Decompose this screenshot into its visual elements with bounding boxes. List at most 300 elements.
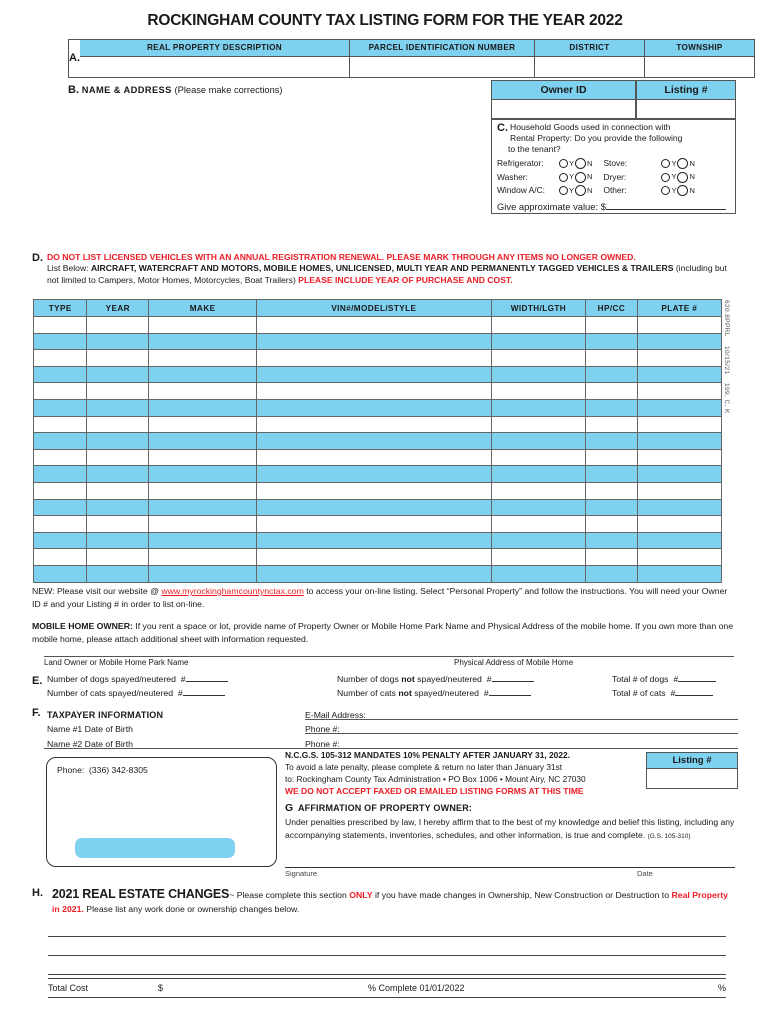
- vehicle-cell-plate[interactable]: [637, 333, 721, 350]
- section-h-label: H.: [32, 887, 43, 899]
- label-physical-address: Physical Address of Mobile Home: [454, 658, 574, 667]
- vehicle-cell-hp-cc[interactable]: [586, 399, 637, 416]
- vehicle-cell-year[interactable]: [87, 532, 149, 549]
- input-cats-not-spayed[interactable]: [489, 695, 531, 696]
- list-below-prefix: List Below:: [47, 263, 91, 274]
- ncgs-fax-email-warning: WE DO NOT ACCEPT FAXED OR EMAILED LISTING FORMS AT THIS TIME: [285, 786, 584, 797]
- table-row: [34, 449, 722, 466]
- ncgs-line1: N.C.G.S. 105-312 MANDATES 10% PENALTY AFTER JANUARY 31, 2022.: [285, 750, 570, 760]
- vehicle-cell-make[interactable]: [149, 516, 257, 533]
- label-cats-not-spayed-pre: Number of cats: [337, 688, 399, 698]
- washer-yesno[interactable]: [559, 172, 593, 183]
- total-dogs-group: [612, 674, 732, 684]
- label-email-address: E-Mail Address:: [305, 709, 366, 720]
- vehicle-cell-plate[interactable]: [637, 549, 721, 566]
- phone-number: (336) 342-8305: [89, 765, 148, 775]
- table-row: [34, 399, 722, 416]
- vehicle-cell-type[interactable]: [34, 383, 87, 400]
- option-row-windowac-other: [497, 184, 730, 198]
- table-row: [34, 466, 722, 483]
- dryer-yesno[interactable]: [661, 172, 695, 183]
- label-signature: Signature: [285, 869, 318, 878]
- vehicle-cell-year[interactable]: [87, 433, 149, 450]
- approximate-value-input[interactable]: [606, 209, 726, 210]
- vehicle-cell-width-lgth[interactable]: [491, 416, 586, 433]
- page-title: ROCKINGHAM COUNTY TAX LISTING FORM FOR THE YEAR 2022: [147, 12, 623, 29]
- signature-line[interactable]: [285, 867, 735, 868]
- label-land-owner: Land Owner or Mobile Home Park Name: [44, 658, 189, 667]
- phone1-input-line[interactable]: [305, 733, 738, 734]
- vehicle-cell-year[interactable]: [87, 516, 149, 533]
- taxpayer-row-dob2: [32, 734, 738, 749]
- vehicle-cell-make[interactable]: [149, 532, 257, 549]
- radio-stove-no[interactable]: [677, 158, 688, 169]
- radio-window-ac-no[interactable]: [575, 185, 586, 196]
- section-f-bottom-divider: [44, 748, 734, 749]
- section-b-heading: NAME & ADDRESS: [81, 85, 172, 95]
- radio-washer-no[interactable]: [575, 172, 586, 183]
- vehicle-cell-plate[interactable]: [637, 399, 721, 416]
- vehicle-cell-plate[interactable]: [637, 499, 721, 516]
- emphasis-not: not: [401, 674, 415, 684]
- section-h-blank-lines: [48, 918, 726, 975]
- radio-window-ac-yes[interactable]: [559, 186, 568, 195]
- vehicle-cell-hp-cc[interactable]: [586, 549, 637, 566]
- refrigerator-yesno[interactable]: [559, 158, 593, 169]
- owner-id-listing-box: [491, 80, 736, 120]
- field-parcel-identification-number[interactable]: [350, 56, 535, 78]
- website-link[interactable]: www.myrockinghamcountynctax.com: [161, 586, 304, 596]
- vehicle-cell-width-lgth[interactable]: [491, 482, 586, 499]
- label-dogs-spayed: Number of dogs spayed/neutered: [47, 674, 176, 684]
- vehicle-cell-vin-model-style[interactable]: [257, 532, 491, 549]
- vehicle-cell-width-lgth[interactable]: [491, 366, 586, 383]
- total-cats-group: [612, 688, 732, 698]
- label-washer: Washer:: [497, 171, 528, 182]
- side-code-3: 199, C, K: [723, 383, 730, 415]
- listing-number-box-secondary: [646, 752, 738, 789]
- listing-number-header-2: Listing #: [646, 752, 738, 769]
- vehicle-cell-vin-model-style[interactable]: [257, 482, 491, 499]
- table-row: [34, 565, 722, 582]
- vehicle-cell-make[interactable]: [149, 449, 257, 466]
- vehicle-cell-width-lgth[interactable]: [491, 549, 586, 566]
- vehicle-cell-make[interactable]: [149, 399, 257, 416]
- vehicle-cell-width-lgth[interactable]: [491, 399, 586, 416]
- cats-not-spayed-group: [337, 688, 612, 698]
- vehicle-cell-width-lgth[interactable]: [491, 433, 586, 450]
- vehicle-cell-type[interactable]: [34, 499, 87, 516]
- field-real-property-description[interactable]: [80, 56, 350, 78]
- vehicle-cell-make[interactable]: [149, 499, 257, 516]
- barcode-placeholder: [75, 838, 235, 858]
- col-year: YEAR: [87, 300, 149, 317]
- input-total-cats[interactable]: [675, 695, 713, 696]
- vehicle-cell-make[interactable]: [149, 433, 257, 450]
- vehicle-cell-make[interactable]: [149, 350, 257, 367]
- section-h-text2: if you have made changes in Ownership, New Construction or Destruction to: [372, 890, 672, 900]
- phone1-field-group[interactable]: [305, 724, 738, 734]
- table-row: [34, 333, 722, 350]
- vehicle-cell-hp-cc[interactable]: [586, 449, 637, 466]
- vehicle-cell-vin-model-style[interactable]: [257, 433, 491, 450]
- label-total-cost: Total Cost: [48, 983, 89, 993]
- vehicle-cell-year[interactable]: [87, 383, 149, 400]
- vehicle-cell-type[interactable]: [34, 366, 87, 383]
- dogs-not-spayed-group: [337, 674, 612, 684]
- taxpayer-row-dob1: [32, 720, 738, 735]
- radio-stove-yes[interactable]: [661, 159, 670, 168]
- hash-symbol: #: [483, 688, 489, 698]
- vehicle-cell-make[interactable]: [149, 317, 257, 334]
- label-other: Other:: [603, 185, 627, 196]
- field-district[interactable]: [535, 56, 645, 78]
- vehicle-cell-type[interactable]: [34, 350, 87, 367]
- radio-dryer-yes[interactable]: [661, 173, 670, 182]
- vehicle-cell-width-lgth[interactable]: [491, 350, 586, 367]
- vehicle-cell-hp-cc[interactable]: [586, 433, 637, 450]
- table-row: [34, 549, 722, 566]
- label-phone1: Phone #:: [305, 724, 340, 734]
- radio-washer-yes[interactable]: [559, 173, 568, 182]
- table-row: [34, 350, 722, 367]
- vehicle-cell-vin-model-style[interactable]: [257, 466, 491, 483]
- vehicle-cell-hp-cc[interactable]: [586, 565, 637, 582]
- section-f-taxpayer-information: [32, 705, 738, 749]
- vehicle-cell-width-lgth[interactable]: [491, 333, 586, 350]
- vehicle-cell-vin-model-style[interactable]: [257, 549, 491, 566]
- section-h-only-emphasis: ONLY: [349, 890, 373, 900]
- radio-refrigerator-yes[interactable]: [559, 159, 568, 168]
- radio-other-no[interactable]: [677, 185, 688, 196]
- section-f-label: F.: [32, 707, 41, 719]
- vehicle-cell-type[interactable]: [34, 466, 87, 483]
- section-d-instructions: [32, 252, 738, 286]
- vehicle-cell-make[interactable]: [149, 416, 257, 433]
- vehicle-cell-type[interactable]: [34, 482, 87, 499]
- vehicle-cell-year[interactable]: [87, 366, 149, 383]
- list-below-items: AIRCRAFT, WATERCRAFT AND MOTORS, MOBILE HOMES, UNLICENSED, MULTI YEAR AND PERMANENTLY TAGGED VEHICLES & TRAILERS: [90, 263, 674, 274]
- vehicle-cell-make[interactable]: [149, 366, 257, 383]
- label-dogs-not-spayed-pre: Number of dogs: [337, 674, 402, 684]
- no-label: N: [587, 172, 593, 182]
- table-row: [34, 499, 722, 516]
- approximate-value-label: Give approximate value: $: [497, 200, 606, 212]
- section-f-title: TAXPAYER INFORMATION: [47, 709, 164, 720]
- table-row: [34, 366, 722, 383]
- vehicle-cell-type[interactable]: [34, 433, 87, 450]
- vehicle-cell-vin-model-style[interactable]: [257, 366, 491, 383]
- col-width-lgth: WIDTH/LGTH: [491, 300, 586, 317]
- section-c-question-line1: Household Goods used in connection with: [510, 122, 671, 132]
- vehicle-cell-hp-cc[interactable]: [586, 366, 637, 383]
- mobile-home-heading: MOBILE HOME OWNER:: [32, 621, 133, 631]
- window-ac-yesno[interactable]: [559, 185, 593, 196]
- section-d-label: D.: [32, 252, 43, 264]
- email-input-line[interactable]: [305, 719, 738, 720]
- vehicle-cell-plate[interactable]: [637, 516, 721, 533]
- vehicle-cell-plate[interactable]: [637, 383, 721, 400]
- input-cats-spayed[interactable]: [183, 695, 225, 696]
- vehicle-cell-plate[interactable]: [637, 350, 721, 367]
- vehicle-cell-type[interactable]: [34, 516, 87, 533]
- vehicle-cell-vin-model-style[interactable]: [257, 516, 491, 533]
- table-row: [34, 532, 722, 549]
- section-g-body: [285, 816, 735, 841]
- vehicle-cell-year[interactable]: [87, 333, 149, 350]
- vehicle-cell-vin-model-style[interactable]: [257, 399, 491, 416]
- vehicle-cell-vin-model-style[interactable]: [257, 565, 491, 582]
- vehicle-cell-width-lgth[interactable]: [491, 383, 586, 400]
- vehicle-cell-hp-cc[interactable]: [586, 499, 637, 516]
- table-row: [34, 516, 722, 533]
- no-label: N: [689, 172, 695, 182]
- label-phone2: Phone #:: [305, 738, 340, 749]
- vehicle-cell-hp-cc[interactable]: [586, 532, 637, 549]
- side-code-2: 10/15/21: [723, 345, 730, 375]
- hash-symbol: #: [177, 688, 183, 698]
- vehicle-cell-make[interactable]: [149, 466, 257, 483]
- label-total-cats: Total # of cats: [612, 688, 666, 698]
- vehicle-cell-plate[interactable]: [637, 416, 721, 433]
- section-d-list-line: [47, 263, 738, 286]
- vehicle-cell-year[interactable]: [87, 466, 149, 483]
- radio-other-yes[interactable]: [661, 186, 670, 195]
- owner-id-header: Owner ID: [491, 80, 636, 100]
- col-real-property-description: REAL PROPERTY DESCRIPTION: [80, 39, 350, 56]
- email-field-group[interactable]: [305, 710, 738, 720]
- section-c-household-goods: [491, 118, 736, 214]
- vehicle-cell-vin-model-style[interactable]: [257, 333, 491, 350]
- vehicle-listing-table: [33, 299, 722, 583]
- section-h-text1: Please complete this section: [234, 890, 350, 900]
- notice-prefix: NEW: Please visit our website @: [32, 586, 162, 596]
- hash-symbol: #: [673, 674, 679, 684]
- vehicle-table-header-row: [34, 300, 722, 317]
- vehicle-cell-type[interactable]: [34, 416, 87, 433]
- vehicle-cell-type[interactable]: [34, 565, 87, 582]
- no-label: N: [587, 185, 593, 195]
- radio-refrigerator-no[interactable]: [575, 158, 586, 169]
- section-c-label: C.: [497, 122, 508, 134]
- vehicle-cell-year[interactable]: [87, 549, 149, 566]
- vehicle-cell-hp-cc[interactable]: [586, 466, 637, 483]
- ncgs-penalty-notice: [285, 750, 640, 798]
- taxpayer-row-email: [32, 705, 738, 720]
- vehicle-cell-hp-cc[interactable]: [586, 516, 637, 533]
- total-cost-dollar-field[interactable]: $: [158, 983, 164, 993]
- vehicle-cell-type[interactable]: [34, 333, 87, 350]
- section-a-property-table: [68, 39, 740, 78]
- vehicle-cell-plate[interactable]: [637, 466, 721, 483]
- section-c-question-line3: to the tenant?: [508, 144, 561, 154]
- vehicle-cell-year[interactable]: [87, 482, 149, 499]
- label-window-ac: Window A/C:: [497, 185, 545, 196]
- label-percent-complete: % Complete 01/01/2022: [368, 983, 465, 993]
- affirmation-citation: (G.S. 105-310): [647, 832, 691, 840]
- vehicle-cell-hp-cc[interactable]: [586, 317, 637, 334]
- other-yesno[interactable]: [661, 185, 695, 196]
- vehicle-cell-type[interactable]: [34, 549, 87, 566]
- vehicle-cell-vin-model-style[interactable]: [257, 350, 491, 367]
- vehicle-cell-year[interactable]: [87, 399, 149, 416]
- section-h-title: 2021 REAL ESTATE CHANGES: [52, 887, 230, 901]
- table-row: [34, 482, 722, 499]
- notice-suffix: to access your on-line listing. Select “Personal Property” and follow the instructions. You will need your Owner ID # and your Listing # in order to list on-line.: [32, 586, 728, 610]
- label-stove: Stove:: [603, 158, 628, 169]
- col-vin-model-style: VIN#/MODEL/STYLE: [257, 300, 491, 317]
- percent-symbol: %: [717, 983, 726, 993]
- yes-label: Y: [671, 158, 677, 168]
- mobile-home-text: If you rent a space or lot, provide name of Property Owner or Mobile Home Park Name and Physical Address of the mobile home. If you own more than one mobile home, please attach additional sheet with information requested.: [32, 621, 734, 645]
- ncgs-line2: To avoid a late penalty, please complete & return no later than January 31st: [285, 761, 563, 772]
- label-date: Date: [637, 869, 653, 878]
- vehicle-cell-make[interactable]: [149, 482, 257, 499]
- yes-label: Y: [569, 172, 575, 182]
- vehicle-cell-type[interactable]: [34, 317, 87, 334]
- option-row-washer-dryer: [497, 171, 730, 185]
- vehicle-cell-year[interactable]: [87, 317, 149, 334]
- vehicle-cell-year[interactable]: [87, 350, 149, 367]
- label-dryer: Dryer:: [603, 171, 627, 182]
- vehicle-cell-year[interactable]: [87, 416, 149, 433]
- vehicle-cell-hp-cc[interactable]: [586, 333, 637, 350]
- section-e-pets: [32, 672, 738, 700]
- table-row: [34, 416, 722, 433]
- input-dogs-not-spayed[interactable]: [492, 681, 534, 682]
- hash-symbol: #: [670, 688, 676, 698]
- section-h-real-estate-changes: [32, 885, 738, 916]
- section-b-label: B.: [68, 84, 79, 96]
- vehicle-cell-plate[interactable]: [637, 317, 721, 334]
- blank-write-in-line[interactable]: [48, 956, 726, 975]
- table-row: [34, 433, 722, 450]
- table-row: [34, 383, 722, 400]
- pets-row-cats: [32, 686, 738, 700]
- col-type: TYPE: [34, 300, 87, 317]
- hash-symbol: #: [486, 674, 492, 684]
- label-cats-not-spayed-post: spayed/neutered: [411, 688, 479, 698]
- emphasis-not: not: [398, 688, 412, 698]
- listing-number-field[interactable]: [636, 100, 736, 120]
- vehicle-cell-type[interactable]: [34, 399, 87, 416]
- vehicle-cell-hp-cc[interactable]: [586, 383, 637, 400]
- col-plate-number: PLATE #: [637, 300, 721, 317]
- vehicle-cell-make[interactable]: [149, 333, 257, 350]
- yes-label: Y: [671, 172, 677, 182]
- vehicle-cell-vin-model-style[interactable]: [257, 317, 491, 334]
- section-d-warning-line: DO NOT LIST LICENSED VEHICLES WITH AN ANNUAL REGISTRATION RENEWAL. PLEASE MARK THROUGH ANY ITEMS NO LONGER OWNED.: [47, 252, 636, 262]
- section-e-label: E.: [32, 675, 43, 687]
- input-dogs-spayed[interactable]: [186, 681, 228, 682]
- no-label: N: [689, 185, 695, 195]
- yes-label: Y: [569, 158, 575, 168]
- section-b-name-address: [68, 84, 283, 96]
- vehicle-cell-vin-model-style[interactable]: [257, 449, 491, 466]
- blank-write-in-line[interactable]: [48, 918, 726, 937]
- label-dogs-not-spayed-post: spayed/neutered: [414, 674, 482, 684]
- col-township: TOWNSHIP: [645, 39, 755, 56]
- dogs-spayed-group: [47, 674, 337, 684]
- phone-label: Phone:: [57, 765, 85, 775]
- owner-id-field[interactable]: [491, 100, 636, 120]
- listing-number-header: Listing #: [636, 80, 736, 100]
- listing-number-field-2[interactable]: [646, 769, 738, 789]
- phone-contact-box: [46, 757, 277, 867]
- vehicle-cell-vin-model-style[interactable]: [257, 499, 491, 516]
- vehicle-cell-width-lgth[interactable]: [491, 532, 586, 549]
- ncgs-line3: to: Rockingham County Tax Administration • PO Box 1006 • Mount Airy, NC 27030: [285, 773, 586, 784]
- stove-yesno[interactable]: [661, 158, 695, 169]
- list-below-detail: (including but not limited to Campers, Motor Homes, Motorcycles, Boat Trailers): [47, 263, 727, 285]
- col-district: DISTRICT: [535, 39, 645, 56]
- vehicle-cell-year[interactable]: [87, 499, 149, 516]
- vehicle-cell-year[interactable]: [87, 565, 149, 582]
- no-label: N: [689, 158, 695, 168]
- vehicle-cell-vin-model-style[interactable]: [257, 383, 491, 400]
- vehicle-cell-plate[interactable]: [637, 366, 721, 383]
- vehicle-cell-make[interactable]: [149, 383, 257, 400]
- section-b-note: (Please make corrections): [174, 85, 283, 95]
- no-label: N: [587, 158, 593, 168]
- vehicle-cell-width-lgth[interactable]: [491, 499, 586, 516]
- vehicle-cell-plate[interactable]: [637, 532, 721, 549]
- vehicle-cell-plate[interactable]: [637, 482, 721, 499]
- label-refrigerator: Refrigerator:: [497, 158, 544, 169]
- blank-write-in-line[interactable]: [48, 937, 726, 956]
- vehicle-cell-make[interactable]: [149, 549, 257, 566]
- mobile-home-divider-line: [44, 656, 734, 657]
- cats-spayed-group: [47, 688, 337, 698]
- vehicle-cell-vin-model-style[interactable]: [257, 416, 491, 433]
- vehicle-cell-plate[interactable]: [637, 449, 721, 466]
- radio-dryer-no[interactable]: [677, 172, 688, 183]
- section-g-affirmation: [285, 801, 735, 841]
- label-name2-dob: Name #2 Date of Birth: [47, 738, 133, 749]
- input-total-dogs[interactable]: [678, 681, 716, 682]
- label-total-dogs: Total # of dogs: [612, 674, 669, 684]
- vehicle-cell-width-lgth[interactable]: [491, 317, 586, 334]
- field-township[interactable]: [645, 56, 755, 78]
- total-cost-row: [48, 978, 726, 998]
- yes-label: Y: [671, 185, 677, 195]
- section-h-real-property-emphasis: Real Property in 2021.: [52, 890, 728, 915]
- vehicle-cell-hp-cc[interactable]: [586, 416, 637, 433]
- vehicle-cell-plate[interactable]: [637, 433, 721, 450]
- vehicle-cell-width-lgth[interactable]: [491, 449, 586, 466]
- phone2-field-group[interactable]: [305, 739, 738, 749]
- section-a-label: A.: [68, 39, 80, 78]
- section-c-question-line2: Rental Property: Do you provide the following: [510, 133, 683, 143]
- pets-row-dogs: [32, 672, 738, 686]
- col-parcel-identification-number: PARCEL IDENTIFICATION NUMBER: [350, 39, 535, 56]
- vehicle-cell-width-lgth[interactable]: [491, 466, 586, 483]
- table-row: [34, 317, 722, 334]
- vehicle-cell-type[interactable]: [34, 449, 87, 466]
- vehicle-cell-hp-cc[interactable]: [586, 350, 637, 367]
- vehicle-cell-make[interactable]: [149, 565, 257, 582]
- vehicle-cell-hp-cc[interactable]: [586, 482, 637, 499]
- section-a-header-row: [80, 39, 755, 56]
- vehicle-cell-year[interactable]: [87, 449, 149, 466]
- vehicle-cell-plate[interactable]: [637, 565, 721, 582]
- vehicle-cell-width-lgth[interactable]: [491, 516, 586, 533]
- vehicle-cell-width-lgth[interactable]: [491, 565, 586, 582]
- vehicle-cell-type[interactable]: [34, 532, 87, 549]
- yes-label: Y: [569, 185, 575, 195]
- section-h-tilde: ~: [229, 890, 235, 900]
- section-a-input-row: [80, 56, 755, 78]
